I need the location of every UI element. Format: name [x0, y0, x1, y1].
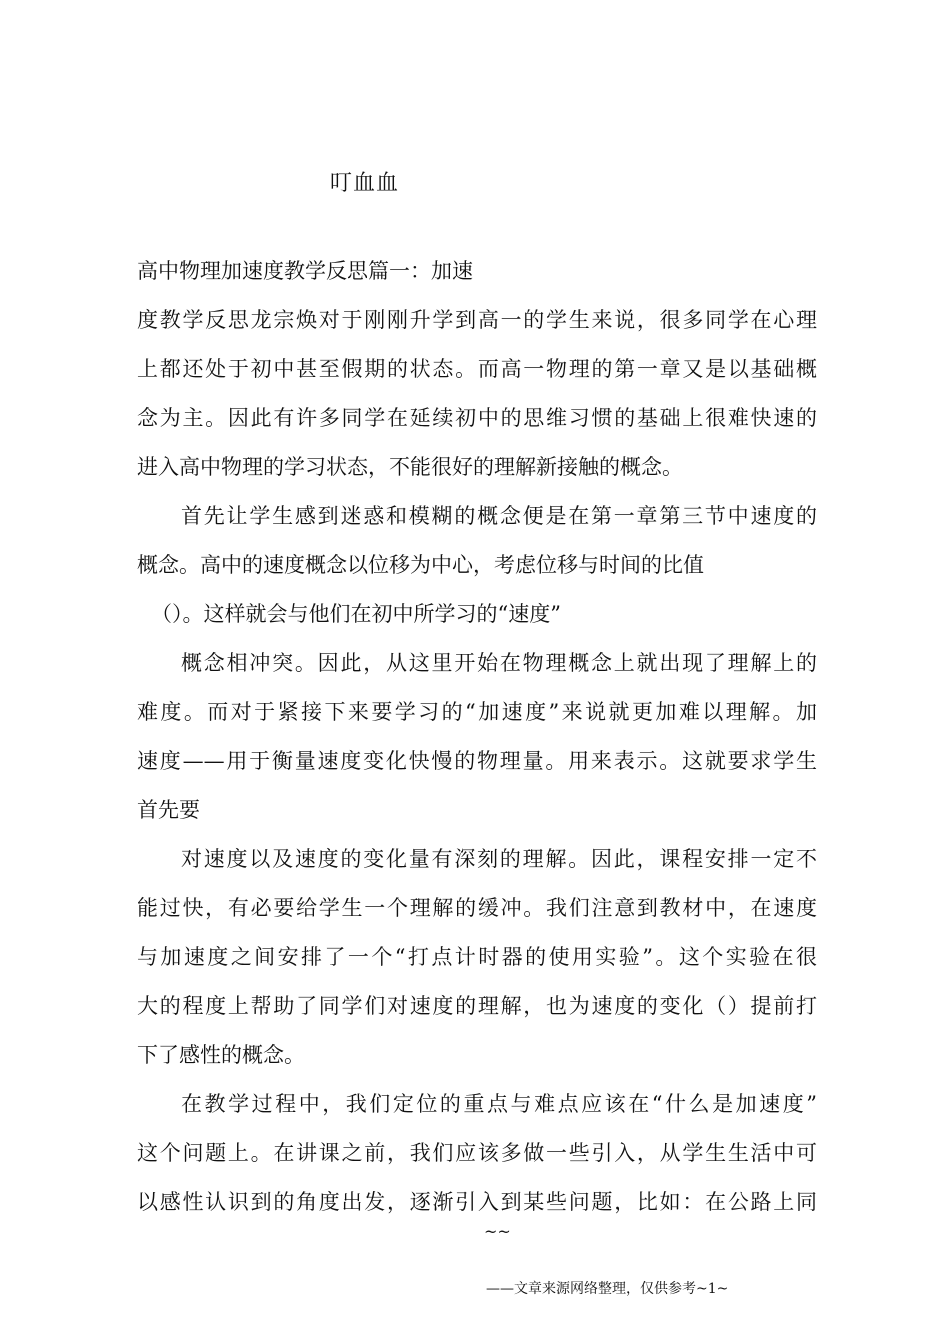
- paragraph-line: 度教学反思龙宗焕对于刚刚升学到高一的学生来说，很多同学在心理: [137, 308, 817, 332]
- page-header: 叮血血: [330, 171, 400, 196]
- paragraph-line: 高中物理加速度教学反思篇一：加速: [137, 259, 473, 283]
- page-mark: ~~: [484, 1222, 511, 1241]
- paragraph-line: 首先要: [137, 798, 200, 822]
- paragraph-line: 速度——用于衡量速度变化快慢的物理量。用来表示。这就要求学生: [137, 749, 817, 773]
- paragraph-line: 概念。高中的速度概念以位移为中心，考虑位移与时间的比值: [137, 553, 704, 577]
- paragraph-line: 下了感性的概念。: [137, 1043, 305, 1067]
- paragraph-line: 在教学过程中，我们定位的重点与难点应该在“什么是加速度”: [181, 1092, 817, 1116]
- paragraph-line: 大的程度上帮助了同学们对速度的理解，也为速度的变化（）提前打: [137, 994, 817, 1018]
- page-footer: ——文章来源网络整理，仅供参考~1~: [486, 1281, 729, 1297]
- paragraph-line: 能过快，有必要给学生一个理解的缓冲。我们注意到教材中，在速度: [137, 896, 817, 920]
- paragraph-line: 概念相冲突。因此，从这里开始在物理概念上就出现了理解上的: [181, 651, 817, 675]
- paragraph-line: 这个问题上。在讲课之前，我们应该多做一些引入，从学生生活中可: [137, 1141, 817, 1165]
- paragraph-line: （）。这样就会与他们在初中所学习的“速度”: [151, 602, 561, 626]
- paragraph-line: 以感性认识到的角度出发，逐渐引入到某些问题，比如：在公路上同: [137, 1190, 817, 1214]
- paragraph-line: 与加速度之间安排了一个“打点计时器的使用实验”。这个实验在很: [137, 945, 817, 969]
- paragraph-line: 难度。而对于紧接下来要学习的“加速度”来说就更加难以理解。加: [137, 700, 817, 724]
- paragraph-line: 首先让学生感到迷惑和模糊的概念便是在第一章第三节中速度的: [181, 504, 817, 528]
- paragraph-line: 对速度以及速度的变化量有深刻的理解。因此，课程安排一定不: [181, 847, 817, 871]
- article-body: [137, 247, 817, 1227]
- paragraph-line: 进入高中物理的学习状态，不能很好的理解新接触的概念。: [137, 455, 683, 479]
- paragraph-line: 上都还处于初中甚至假期的状态。而高一物理的第一章又是以基础概: [137, 357, 817, 381]
- paragraph-line: 念为主。因此有许多同学在延续初中的思维习惯的基础上很难快速的: [137, 406, 817, 430]
